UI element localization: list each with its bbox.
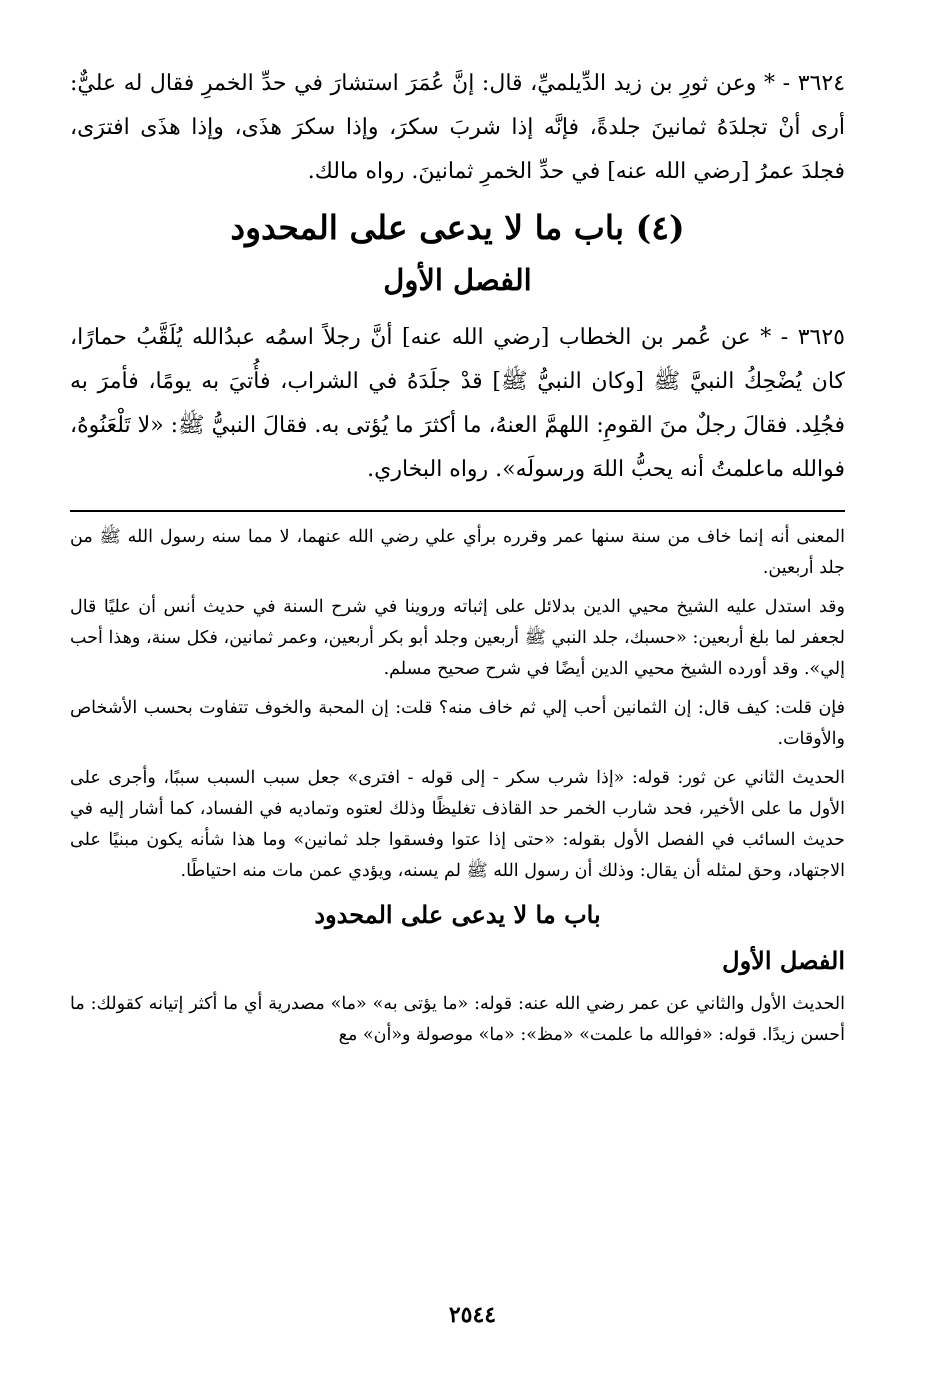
footnote-paragraph-5: الحديث الأول والثاني عن عمر رضي الله عنه: قوله: «ما يؤتى به» «ما» مصدرية أي ما أكثر إتيانه كقولك: ما أحسن زيدًا. قوله: «فوالله ما علمت» «مظ»: «ما» موصولة و«أن» مع <box>70 994 845 1045</box>
page-body <box>70 62 845 1059</box>
footnote-paragraph-1: المعنى أنه إنما خاف من سنة سنها عمر وقرره برأي علي رضي الله عنهما، لا مما سنه رسول الله ﷺ من جلد أربعين. <box>70 527 845 578</box>
footnote-section-title: الفصل الأول <box>722 946 845 975</box>
footnote-paragraph-4: الحديث الثاني عن ثور: قوله: «إذا شرب سكر - إلى قوله - افترى» جعل سبب السبب سببًا، وأجرى على الأول ما على الأخير، فحد شارب الخمر حد القاذف تغليظًا وذلك لعتوه وتماديه في الفساد، كما أشار إليه في حديث السائب في الفصل الأول بقوله: «حتى إذا عتوا وفسقوا جلد ثمانين» وما هذا شأنه يكون مبنيًا على الاجتهاد، وحق لمثله أن يقال: وذلك أن رسول الله ﷺ لم يسنه، ويؤدي عمن مات منه احتياطًا. <box>70 768 845 881</box>
hadith-3624: ٣٦٢٤ - * وعن ثورِ بن زيد الدِّيلميِّ، قال: إنَّ عُمَرَ استشارَ في حدِّ الخمرِ فقال له عليٌّ: أرى أنْ تجلدَهُ ثمانينَ جلدةً، فإنَّه إذا شربَ سكرَ، وإذا سكرَ هذَى، وإذا هذَى افترَى، فجلدَ عمرُ [رضي الله عنه] في حدِّ الخمرِ ثمانينَ. رواه مالك. <box>70 71 846 184</box>
footnote-chapter-title: باب ما لا يدعى على المحدود <box>314 900 601 929</box>
footnote-divider <box>70 510 845 512</box>
chapter-title: (٤) باب ما لا يدعى على المحدود <box>230 208 685 247</box>
hadith-3625: ٣٦٢٥ - * عن عُمر بن الخطاب [رضي الله عنه] أنَّ رجلاً اسمُه عبدُالله يُلَقَّبُ حمارًا، كان يُضْحِكُ النبيَّ ﷺ [وكان النبيُّ ﷺ] قدْ جلَدَهُ في الشراب، فأُتيَ به يومًا، فأمرَ به فجُلِد. فقالَ رجلٌ منَ القومِ: اللهمَّ العنهُ، ما أكثرَ ما يُؤتى به. فقالَ النبيُّ ﷺ: «لا تَلْعَنُوهُ، فوالله ماعلمتُ أنه يحبُّ اللهَ ورسولَه». رواه البخاري. <box>70 325 845 482</box>
footnote-paragraph-2: وقد استدل عليه الشيخ محيي الدين بدلائل على إثباته وروينا في شرح السنة في حديث أنس أن عليًا قال لجعفر لما بلغ أربعين: «حسبك، جلد النبي ﷺ أربعين وجلد أبو بكر أربعين، وعمر ثمانين، فكل سنة، وهذا أحب إلي». وقد أورده الشيخ محيي الدين أيضًا في شرح صحيح مسلم. <box>70 597 845 679</box>
footnotes <box>70 522 845 1051</box>
page-number: ٢٥٤٤ <box>448 1302 497 1328</box>
section-title: الفصل الأول <box>383 263 532 297</box>
footnote-paragraph-3: فإن قلت: كيف قال: إن الثمانين أحب إلي ثم خاف منه؟ قلت: إن المحبة والخوف تتفاوت بحسب الأشخاص والأوقات. <box>70 698 845 749</box>
